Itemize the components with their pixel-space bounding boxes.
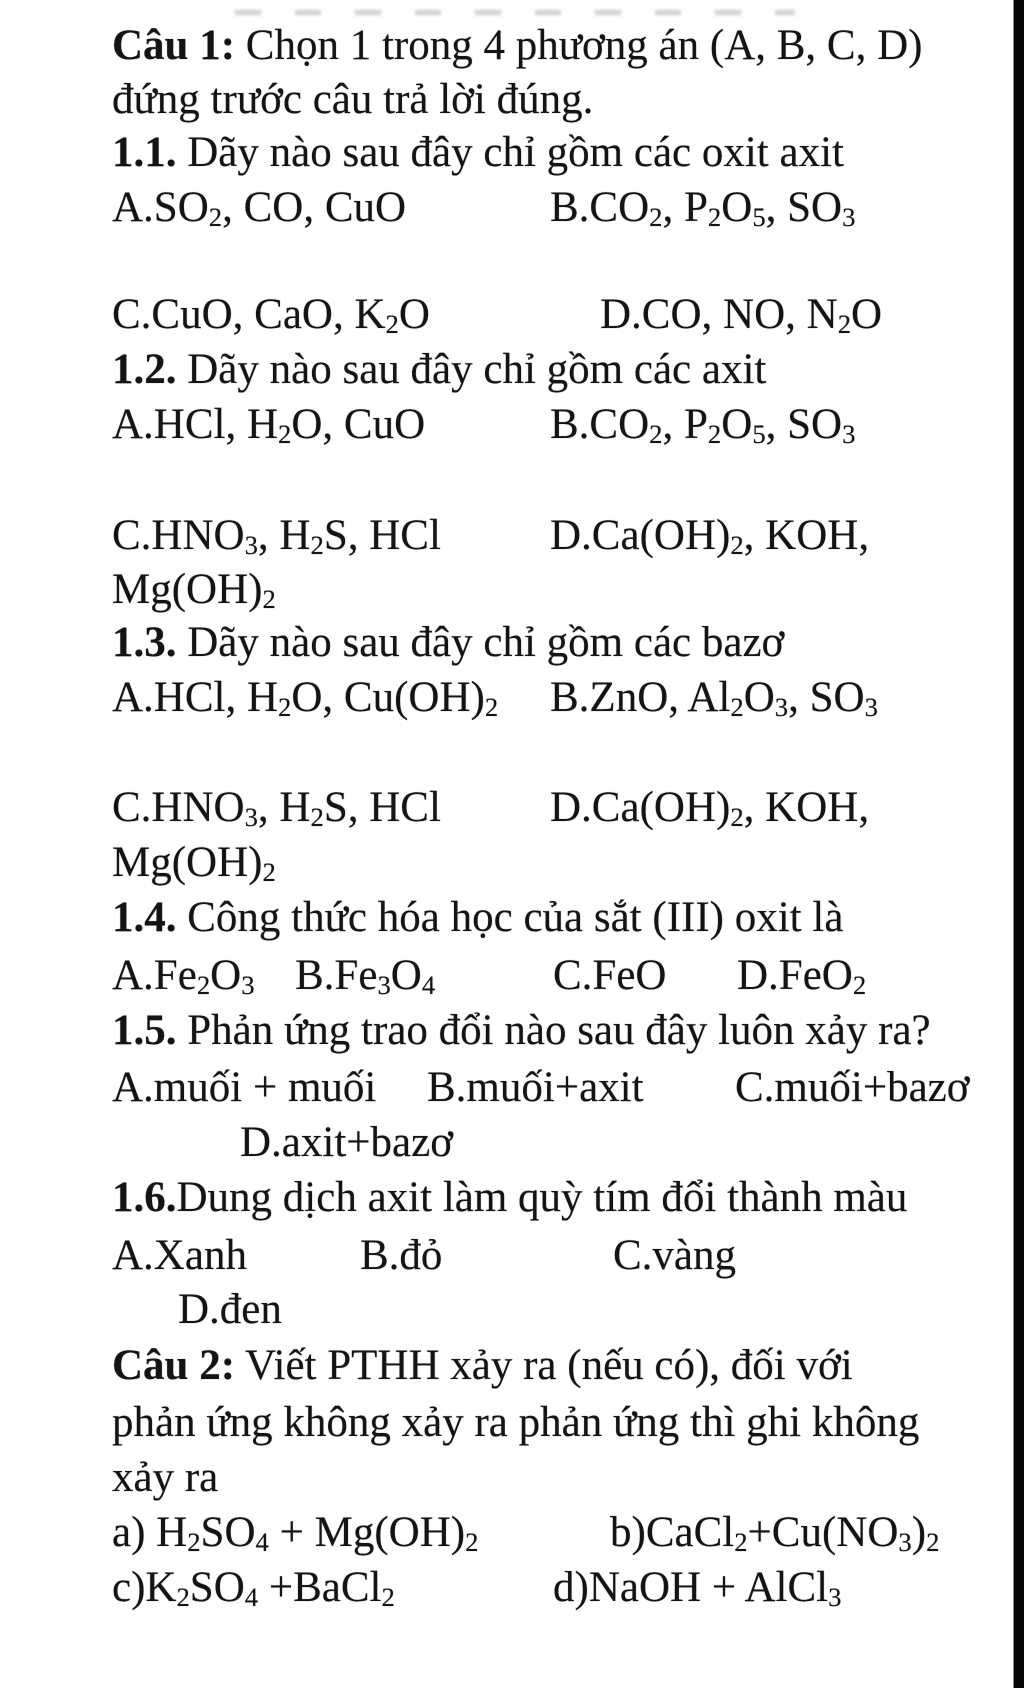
text-run: D.FeO$_2$ <box>737 952 867 1000</box>
q1-1-options-ab <box>0 180 1024 236</box>
bold-text-run: 1.5. <box>112 1007 177 1054</box>
q1-2-option-d-cont-text <box>112 562 276 618</box>
text-run: Phản ứng trao đổi nào sau đây luôn xảy ra? <box>176 1007 931 1054</box>
q1-6-options-abc <box>0 1228 1024 1284</box>
subscript: 3 <box>774 691 789 722</box>
bold-text-run: 1.4. <box>112 894 177 941</box>
subscript: 3 <box>244 801 258 832</box>
q1-2-option-a <box>112 397 425 453</box>
text-run: B.ZnO, $Al_2O_3$, $SO_3$ <box>550 674 878 722</box>
text-run: A.muối + muối <box>112 1064 377 1111</box>
text-run: C.muối+bazơ <box>735 1064 970 1111</box>
bold-text-run: 1.3. <box>112 619 177 666</box>
q1-1-text <box>112 125 844 181</box>
q1-3-option-d-cont <box>0 835 1024 891</box>
q1-1-option-a <box>112 180 406 236</box>
cau2-text2 <box>112 1395 919 1451</box>
q1-6-text <box>112 1170 907 1226</box>
text-run: $D.Ca(OH)_2$, KOH, <box>550 512 870 560</box>
text-run: $B.CO_2$, $P_2O_5$, $SO_3$ <box>550 401 856 449</box>
q1-6-option-d <box>0 1282 1024 1338</box>
q1-4-option-c <box>553 948 666 1004</box>
text-run: $b)CaCl_2+Cu(NO_3)_2$ <box>610 1509 940 1557</box>
subscript: 2 <box>707 418 722 449</box>
q1-3-text <box>112 615 784 671</box>
q1-2-options-ab <box>0 397 1024 453</box>
q1-4-text <box>112 890 843 946</box>
cau1-text <box>112 72 593 128</box>
text-run: Viết PTHH xảy ra (nếu có), đối với <box>235 1342 853 1389</box>
q1-4-option-b <box>295 948 435 1004</box>
subscript: 2 <box>187 1526 201 1557</box>
text-run: D.đen <box>178 1286 282 1333</box>
subscript: 2 <box>196 969 211 1000</box>
q1-2-option-d-cont <box>0 562 1024 618</box>
q1-4-options <box>0 948 1024 1004</box>
subscript: 3 <box>377 969 391 1000</box>
q1-1-options-cd <box>0 287 1024 343</box>
subscript: 2 <box>730 691 744 722</box>
bold-text-run: Câu 2: <box>112 1342 236 1389</box>
text-run: $Mg(OH)_2$ <box>112 839 276 887</box>
text-run: Dãy nào sau đây chỉ gồm các bazơ <box>176 619 785 666</box>
subscript: 4 <box>421 969 436 1000</box>
cau1-heading-line1 <box>0 18 1024 74</box>
bold-text-run: 1.1. <box>112 129 177 176</box>
text-run: A.HCl, $H_2O$, CuO <box>112 401 426 449</box>
text-run: Công thức hóa học của sắt (III) oxit là <box>176 894 844 941</box>
cau2-heading-line2 <box>0 1395 1024 1451</box>
q1-1-option-b <box>550 180 855 236</box>
cau2-items-ab <box>0 1505 1024 1561</box>
subscript: 2 <box>649 201 663 232</box>
bold-text-run: 1.6. <box>112 1174 177 1221</box>
q1-6-option-c <box>613 1228 736 1284</box>
subscript: 4 <box>244 1581 259 1612</box>
q1-1-prompt <box>0 125 1024 181</box>
q1-2-prompt <box>0 342 1024 398</box>
cau2-item-a <box>112 1505 478 1561</box>
subscript: 3 <box>842 201 856 232</box>
subscript: 3 <box>244 529 258 560</box>
text-run: Dãy nào sau đây chỉ gồm các oxit axit <box>176 129 844 176</box>
scan-artifact-top <box>235 10 795 15</box>
cau2-item-d <box>553 1560 841 1616</box>
subscript: 5 <box>752 201 766 232</box>
q1-5-option-d-text <box>240 1115 453 1171</box>
q1-1-option-d <box>600 287 882 343</box>
cau2-label <box>112 1338 853 1394</box>
q1-6-option-b <box>360 1228 442 1284</box>
q1-5-text <box>112 1003 931 1059</box>
subscript: 2 <box>262 583 276 614</box>
subscript: 2 <box>208 201 223 232</box>
text-run: D.CO, NO, $N_2O$ <box>600 291 883 339</box>
subscript: 2 <box>730 529 744 560</box>
subscript: 2 <box>278 418 292 449</box>
subscript: 2 <box>484 691 499 722</box>
text-run: a) $H_2SO_4 + Mg(OH)_2$ <box>112 1509 479 1557</box>
subscript: 3 <box>828 1581 842 1612</box>
text-run: $B.Fe_3O_4$ <box>295 952 436 1000</box>
cau1-heading-line2 <box>0 72 1024 128</box>
q1-1-option-c <box>112 287 430 343</box>
q1-2-options-cd <box>0 508 1024 564</box>
text-run: C.vàng <box>613 1232 737 1279</box>
text-run: $C.HNO_3$, $H_2S$, HCl <box>112 784 441 832</box>
q1-2-option-b <box>550 397 855 453</box>
text-run: C.CuO, CaO, $K_2O$ <box>112 291 430 339</box>
subscript: 2 <box>734 1526 748 1557</box>
bold-text-run: Câu 1: <box>112 22 236 69</box>
text-run: B.đỏ <box>360 1232 443 1279</box>
q1-5-prompt <box>0 1003 1024 1059</box>
text-run: $c)K_2SO_4$ +BaCl$_2$ <box>112 1564 395 1612</box>
text-run: xảy ra <box>112 1454 219 1501</box>
q1-6-option-a <box>112 1228 247 1284</box>
page-edge-bar <box>1013 0 1024 1688</box>
subscript: 2 <box>707 201 722 232</box>
cau2-items-cd <box>0 1560 1024 1616</box>
subscript: 2 <box>837 308 852 339</box>
cau2-item-c <box>112 1560 395 1616</box>
text-run: đứng trước câu trả lời đúng. <box>112 76 594 123</box>
q1-5-option-a <box>112 1060 376 1116</box>
bold-text-run: 1.2. <box>112 346 177 393</box>
q1-2-text <box>112 342 766 398</box>
subscript: 2 <box>278 691 292 722</box>
q1-4-prompt <box>0 890 1024 946</box>
subscript: 3 <box>241 969 255 1000</box>
q1-3-options-ab <box>0 670 1024 726</box>
q1-3-option-d <box>550 780 869 836</box>
cau2-heading-line3 <box>0 1450 1024 1506</box>
q1-3-option-d-cont-text <box>112 835 276 891</box>
subscript: 3 <box>864 691 878 722</box>
q1-4-option-a <box>112 948 255 1004</box>
q1-5-options-abc <box>0 1060 1024 1116</box>
q1-3-options-cd <box>0 780 1024 836</box>
subscript: 2 <box>176 1581 190 1612</box>
q1-5-option-d <box>0 1115 1024 1171</box>
q1-4-option-d <box>737 948 866 1004</box>
subscript: 2 <box>381 1581 395 1612</box>
text-run: Dung dịch axit làm quỳ tím đổi thành màu <box>176 1174 908 1221</box>
subscript: 2 <box>385 308 399 339</box>
text-run: $Mg(OH)_2$ <box>112 566 276 614</box>
text-run: $D.Ca(OH)_2$, KOH, <box>550 784 870 832</box>
subscript: 2 <box>852 969 867 1000</box>
text-run: A.HCl, $H_2O$, $Cu(OH)_2$ <box>112 674 499 722</box>
subscript: 2 <box>262 856 276 887</box>
cau1-label <box>112 18 922 74</box>
subscript: 5 <box>752 418 766 449</box>
q1-3-option-c <box>112 780 441 836</box>
cau2-item-b <box>610 1505 939 1561</box>
q1-5-option-b <box>427 1060 644 1116</box>
text-run: phản ứng không xảy ra phản ứng thì ghi không <box>112 1399 920 1446</box>
subscript: 2 <box>310 529 324 560</box>
text-run: Chọn 1 trong 4 phương án (A, B, C, D) <box>235 22 923 69</box>
subscript: 2 <box>730 801 744 832</box>
q1-6-prompt <box>0 1170 1024 1226</box>
text-run: B.muối+axit <box>427 1064 644 1111</box>
subscript: 3 <box>842 418 856 449</box>
cau2-text3 <box>112 1450 218 1506</box>
text-run: Dãy nào sau đây chỉ gồm các axit <box>176 346 767 393</box>
subscript: 4 <box>255 1526 269 1557</box>
cau2-heading-line1 <box>0 1338 1024 1394</box>
text-run: $A.Fe_2O_3$ <box>112 952 255 1000</box>
q1-5-option-c <box>735 1060 969 1116</box>
q1-6-option-d-text <box>178 1282 282 1338</box>
q1-2-option-c <box>112 508 441 564</box>
text-run: D.axit+bazơ <box>240 1119 453 1166</box>
subscript: 2 <box>926 1526 940 1557</box>
subscript: 2 <box>465 1526 479 1557</box>
q1-2-option-d <box>550 508 869 564</box>
q1-3-option-b <box>550 670 878 726</box>
text-run: C.FeO <box>553 952 667 999</box>
q1-3-option-a <box>112 670 498 726</box>
subscript: 3 <box>898 1526 912 1557</box>
q1-3-prompt <box>0 615 1024 671</box>
text-run: $B.CO_2$, $P_2O_5$, $SO_3$ <box>550 184 856 232</box>
text-run: $A.SO_2$, CO, CuO <box>112 184 407 232</box>
text-run: $C.HNO_3$, $H_2S$, HCl <box>112 512 441 560</box>
text-run: d)NaOH + AlCl$_3$ <box>553 1564 842 1612</box>
subscript: 2 <box>310 801 324 832</box>
text-run: A.Xanh <box>112 1232 247 1279</box>
subscript: 2 <box>649 418 663 449</box>
